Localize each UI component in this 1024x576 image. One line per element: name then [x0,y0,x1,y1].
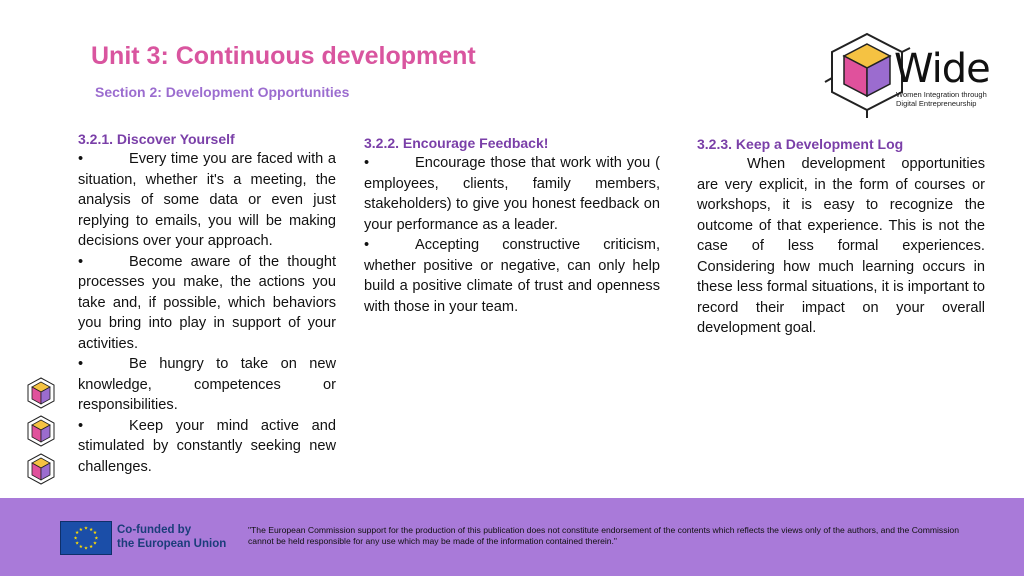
list-item [78,416,336,478]
list-item [78,149,336,252]
svg-text:★: ★ [78,527,83,533]
svg-text:★: ★ [92,531,98,537]
page-subtitle: Section 2: Development Opportunities [95,84,350,100]
list-item-text: Accepting constructive criticism, whether positive or negative, can only help build a positive climate of trust and openness with those in your team. [364,237,660,315]
section-heading: 3.2.2. Encourage Feedback! [364,135,549,151]
cube-icon [28,454,54,484]
eu-flag-icon [60,521,112,555]
list-item-text: Keep your mind active and stimulated by constantly seeking new challenges. [78,417,336,475]
logo-tagline-line2: Digital Entrepreneurship [896,99,977,108]
list-item-text: Encourage those that work with you ( employees, clients, family members, stakeholders) to give you honest feedback on your performance as a leader. [364,155,660,233]
list-item [364,153,660,235]
list-item-text: Become aware of the thought processes you make, the actions you take and, if possible, which behaviors you bring into play in support of your activities. [78,253,336,352]
cube-icon-stack [24,375,58,491]
section-development-log [697,135,985,339]
section-body [697,154,985,339]
bullet: • [78,253,84,270]
svg-text:★: ★ [83,546,89,552]
section-body-text: When development opportunities are very explicit, in the form of courses or workshops, it is easy to recognize the outcome of that experience. This is not the case of less formal experiences. Considering how much learning occurs in these less formal situations, it is important to record their impact on your overall development goal. [697,156,985,336]
bullet: • [364,237,370,253]
cube-icon [28,416,54,446]
eu-line1: Co-funded by [117,524,192,536]
svg-text:★: ★ [83,526,89,532]
svg-text:★: ★ [94,536,99,542]
list-item-text: Be hungry to take on new knowledge, competences or responsibilities. [78,356,336,413]
svg-text:★: ★ [89,527,94,533]
svg-text:★: ★ [89,544,94,550]
list-item-text: Every time you are faced with a situation, whether it's a meeting, the analysis of some data or even just replying to emails, you will be making decisions over your approach. [78,151,336,249]
bullet: • [78,151,84,167]
eu-line2: the European Union [117,538,227,550]
svg-text:★: ★ [78,544,83,550]
bullet: • [78,356,84,372]
logo-tagline-line1: Women Integration through [896,90,987,99]
cube-icon [28,378,54,408]
list-item [78,252,336,355]
page-title: Unit 3: Continuous development [91,42,476,70]
bullet: • [364,155,370,171]
section-discover-yourself [78,130,336,477]
section-heading: 3.2.3. Keep a Development Log [697,136,904,152]
list-item [78,354,336,416]
svg-text:★: ★ [74,541,80,547]
logo-tagline [896,90,1006,108]
eu-cofunded-label [117,523,226,551]
disclaimer-text: "The European Commission support for the production of this publication does not constitute endorsement of the contents which reflects the views only of the authors, and the Commission cannot be held responsible for any use which may be made of the information contained therein." [248,525,959,546]
svg-text:★: ★ [74,531,80,537]
section-encourage-feedback [364,134,660,317]
svg-text:★: ★ [73,536,78,542]
logo-wordmark: Wide [894,46,990,92]
section-heading: 3.2.1. Discover Yourself [78,131,235,147]
svg-text:★: ★ [92,541,98,547]
list-item [364,235,660,317]
bullet: • [78,417,84,434]
